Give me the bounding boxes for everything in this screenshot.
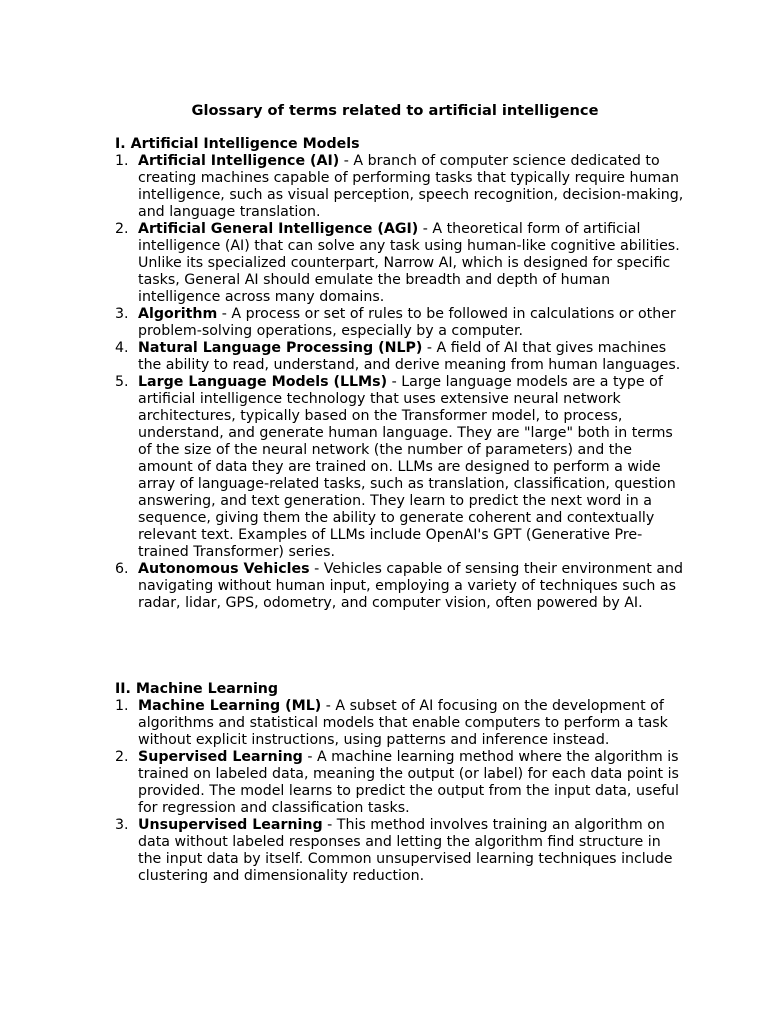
- term-name: Supervised Learning: [138, 749, 303, 765]
- list-item: [115, 698, 685, 749]
- item-number: 3.: [115, 306, 129, 322]
- term-definition: - A field of AI that gives machines the ability to read, understand, and derive meaning from human languages.: [138, 340, 681, 373]
- term-name: Natural Language Processing (NLP): [138, 340, 423, 356]
- term-list: [115, 153, 685, 612]
- term-list: [115, 698, 685, 885]
- section-ai-models: [115, 136, 685, 612]
- item-number: 4.: [115, 340, 129, 356]
- term-name: Unsupervised Learning: [138, 817, 323, 833]
- term-definition: - This method involves training an algorithm on data without labeled responses and letting the algorithm find structure in the input data by itself. Common unsupervised learning techniques include clustering and dimensionality reduction.: [138, 817, 673, 884]
- section-heading: II. Machine Learning: [115, 681, 279, 697]
- item-number: 1.: [115, 153, 129, 169]
- term-name: Artificial Intelligence (AI): [138, 153, 340, 169]
- term-name: Autonomous Vehicles: [138, 561, 310, 577]
- item-number: 6.: [115, 561, 129, 577]
- list-item: [115, 749, 685, 817]
- list-item: [115, 153, 685, 221]
- term-name: Machine Learning (ML): [138, 698, 322, 714]
- list-item: [115, 817, 685, 885]
- term-definition: - A process or set of rules to be followed in calculations or other problem-solving operations, especially by a computer.: [138, 306, 676, 339]
- term-name: Artificial General Intelligence (AGI): [138, 221, 419, 237]
- term-name: Large Language Models (LLMs): [138, 374, 388, 390]
- item-number: 5.: [115, 374, 129, 390]
- term-definition: - A branch of computer science dedicated to creating machines capable of performing tasks that typically require human intelligence, such as visual perception, speech recognition, decision-making, and language translation.: [138, 153, 684, 220]
- term-name: Algorithm: [138, 306, 218, 322]
- term-definition: - A theoretical form of artificial intelligence (AI) that can solve any task using human-like cognitive abilities. Unlike its specialized counterpart, Narrow AI, which is designed for specific tasks, General AI should emulate the breadth and depth of human intelligence across many domains.: [138, 221, 680, 305]
- term-definition: - Vehicles capable of sensing their environment and navigating without human input, employing a variety of techniques such as radar, lidar, GPS, odometry, and computer vision, often powered by AI.: [138, 561, 684, 611]
- list-item: [115, 340, 685, 374]
- term-definition: - A machine learning method where the algorithm is trained on labeled data, meaning the output (or label) for each data point is provided. The model learns to predict the output from the input data, useful for regression and classification tasks.: [138, 749, 679, 816]
- list-item: [115, 374, 685, 561]
- section-machine-learning: [115, 681, 685, 885]
- list-item: [115, 561, 685, 612]
- list-item: [115, 221, 685, 306]
- section-heading: I. Artificial Intelligence Models: [115, 136, 360, 152]
- page-title: Glossary of terms related to artificial intelligence: [191, 102, 599, 119]
- term-definition: - A subset of AI focusing on the development of algorithms and statistical models that enable computers to perform a task without explicit instructions, using patterns and inference instead.: [138, 698, 668, 748]
- item-number: 2.: [115, 221, 129, 237]
- list-item: [115, 306, 685, 340]
- item-number: 1.: [115, 698, 129, 714]
- item-number: 2.: [115, 749, 129, 765]
- term-definition: - Large language models are a type of artificial intelligence technology that uses extensive neural network architectures, typically based on the Transformer model, to process, understand, and generate human language. They are "large" both in terms of the size of the neural network (the number of parameters) and the amount of data they are trained on. LLMs are designed to perform a wide array of language-related tasks, such as translation, classification, question answering, and text generation. They learn to predict the next word in a sequence, giving them the ability to generate coherent and contextually relevant text. Examples of LLMs include OpenAI's GPT (Generative Pre-trained Transformer) series.: [138, 374, 676, 560]
- item-number: 3.: [115, 817, 129, 833]
